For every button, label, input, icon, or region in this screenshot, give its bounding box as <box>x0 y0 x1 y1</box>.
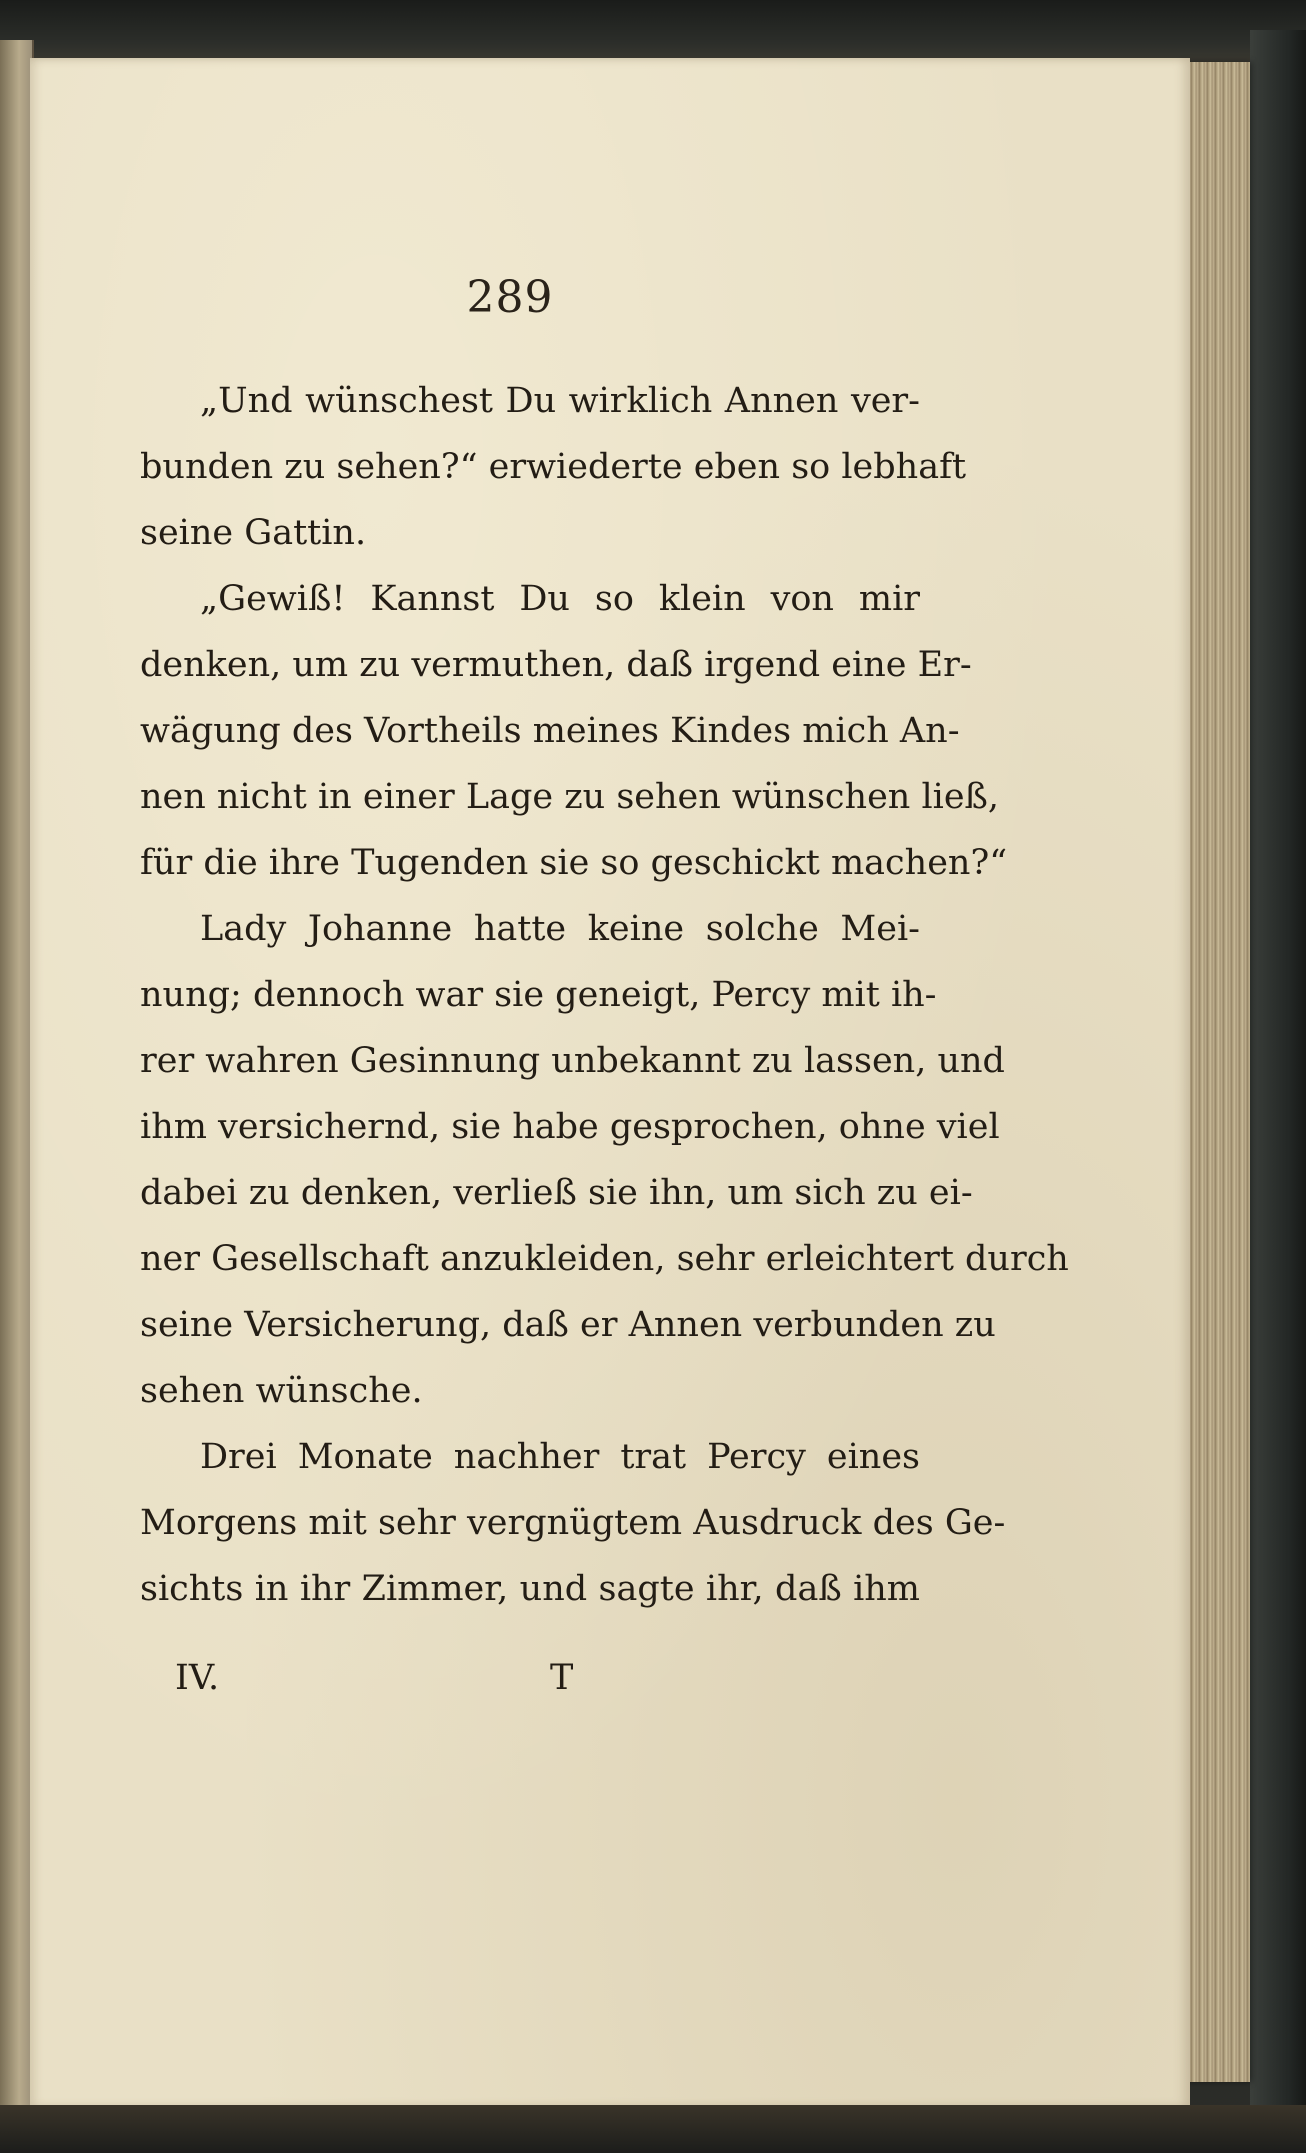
page-text <box>140 368 1069 1622</box>
text-line: sichts in ihr Zimmer, und sagte ihr, daß ihm <box>140 1569 920 1609</box>
page-footer <box>175 1658 695 1718</box>
text-line: ihm versichernd, sie habe gesprochen, ohne viel <box>140 1107 1000 1147</box>
page-stack-edge <box>1180 62 1250 2082</box>
text-line: wägung des Vortheils meines Kindes mich An- <box>140 711 960 751</box>
bottom-background <box>0 2105 1306 2153</box>
text-line: bunden zu sehen?“ erwiederte eben so lebhaft <box>140 447 967 487</box>
text-line: seine Gattin. <box>140 513 367 553</box>
text-line: denken, um zu vermuthen, daß irgend eine Er- <box>140 645 972 685</box>
text-line: nen nicht in einer Lage zu sehen wünschen ließ, <box>140 777 1000 817</box>
top-background <box>0 0 1306 62</box>
page-number: 289 <box>466 272 554 323</box>
text-line: Lady Johanne hatte keine solche Mei- <box>200 909 920 949</box>
book-cover-edge <box>1250 30 1306 2120</box>
text-line: dabei zu denken, verließ sie ihn, um sich zu ei- <box>140 1173 973 1213</box>
text-line: Morgens mit sehr vergnügtem Ausdruck des Ge- <box>140 1503 1006 1543</box>
signature-mark: T <box>550 1658 574 1698</box>
text-line: „Gewiß! Kannst Du so klein von mir <box>200 579 920 619</box>
text-line: ner Gesellschaft anzukleiden, sehr erleichtert durch <box>140 1239 1069 1279</box>
volume-marker: IV. <box>175 1658 220 1698</box>
text-line: Drei Monate nachher trat Percy eines <box>200 1437 920 1477</box>
text-line: rer wahren Gesinnung unbekannt zu lassen, und <box>140 1041 1005 1081</box>
text-line: seine Versicherung, daß er Annen verbunden zu <box>140 1305 996 1345</box>
text-line: sehen wünsche. <box>140 1371 423 1411</box>
text-line: nung; dennoch war sie geneigt, Percy mit ih- <box>140 975 937 1015</box>
text-line: „Und wünschest Du wirklich Annen ver- <box>200 381 920 421</box>
text-line: für die ihre Tugenden sie so geschickt machen?“ <box>140 843 1008 883</box>
previous-page-edge <box>0 40 34 2110</box>
